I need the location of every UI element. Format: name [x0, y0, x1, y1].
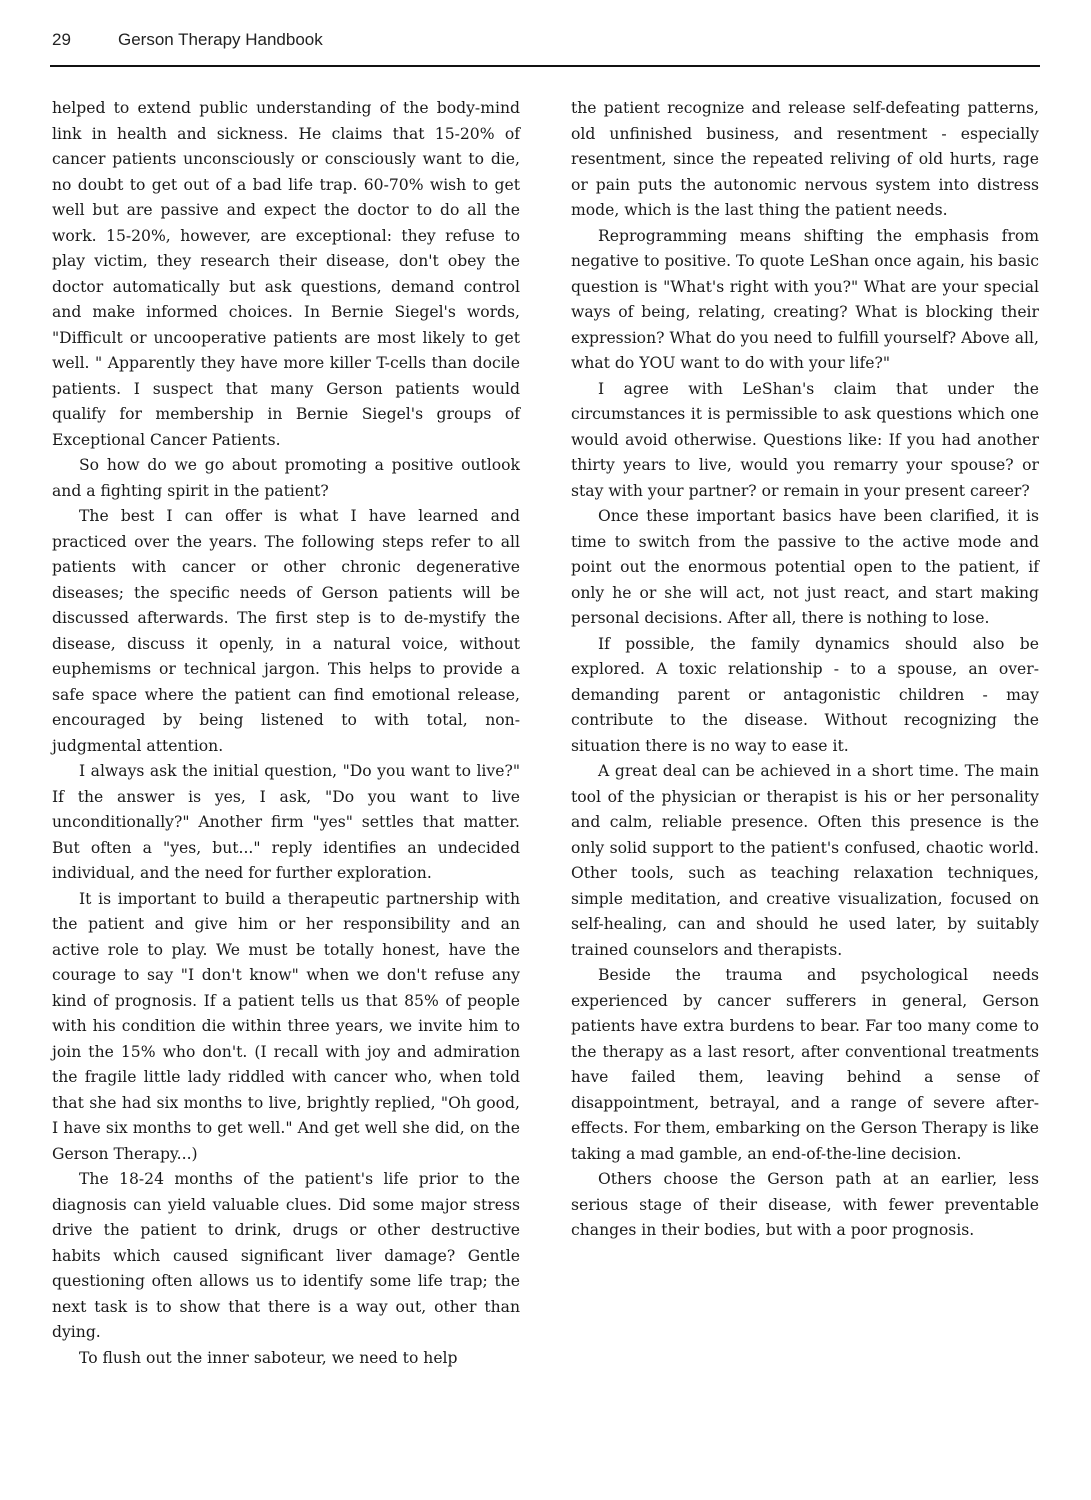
running-title: Gerson Therapy Handbook — [118, 30, 323, 49]
header-rule — [50, 65, 1040, 67]
paragraph: The best I can offer is what I have learned and practiced over the years. The following steps refer to all patients with cancer or other chronic degenerative diseases; the specific needs of Gerson patients will be discussed afterwards. The first step is to de-mystify the disease, discuss it openly, in a natural voice, without euphemisms or technical jargon. This helps to provide a safe space where the patient can find emotional release, encouraged by being listened to with total, non-judgmental attention. — [52, 507, 520, 755]
paragraph: It is important to build a therapeutic partnership with the patient and give him or her responsibility and an active role to play. We must be totally honest, have the courage to say "I don't know" when we don't refuse any kind of prognosis. If a patient tells us that 85% of people with his condition die within three years, we invite him to join the 15% who don't. (I recall with joy and admiration the fragile little lady riddled with cancer who, when told that she had six months to live, brightly replied, "Oh good, I have six months to get well." And get well she did, on the Gerson Therapy...) — [52, 889, 520, 1163]
page-number: 29 — [52, 30, 71, 49]
paragraph: I always ask the initial question, "Do you want to live?" If the answer is yes, I ask, "Do you want to live unconditionally?" Another firm "yes" settles that matter. But often a "yes, but..." reply identifies an undecided individual, and the need for further exploration. — [52, 762, 520, 882]
paragraph: helped to extend public understanding of the body-mind link in health and sickness. He claims that 15-20% of cancer patients unconsciously or consciously want to die, no doubt to get out of a bad life trap. 60-70% wish to get well but are passive and expect the doctor to do all the work. 15-20%, however, are exceptional: they refuse to play victim, they research their disease, don't obey the doctor automatically but ask questions, demand control and make informed choices. In Bernie Siegel's words, "Difficult or uncooperative patients are most likely to get well. " Apparently they have more killer T-cells than docile patients. I suspect that many Gerson patients would qualify for membership in Bernie Siegel's groups of Exceptional Cancer Patients. — [52, 99, 520, 449]
paragraph: To flush out the inner saboteur, we need to help — [79, 1348, 458, 1367]
paragraph: A great deal can be achieved in a short time. The main tool of the physician or therapist is his or her personality and calm, reliable presence. Often this presence is the only solid support to the patient's confused, chaotic world. Other tools, such as teaching relaxation techniques, simple meditation, and creative visualization, focused on self-healing, can and should he used later, by suitably trained counselors and therapists. — [571, 762, 1039, 959]
paragraph: the patient recognize and release self-defeating patterns, old unfinished business, and resentment - especially resentment, since the repeated reliving of old hurts, rage or pain puts the autonomic nervous system into distress mode, which is the last thing the patient needs. — [571, 99, 1039, 219]
paragraph: If possible, the family dynamics should also be explored. A toxic relationship - to a spouse, an over-demanding parent or antagonistic children - may contribute to the disease. Without recognizing the situation there is no way to ease it. — [571, 634, 1039, 755]
paragraph: Reprogramming means shifting the emphasis from negative to positive. To quote LeShan once again, his basic question is "What's right with you?" What are your special ways of being, relating, creating? What is blocking their expression? What do you need to fulfill yourself? Above all, what do YOU want to do with your life?" — [571, 226, 1039, 372]
right-column — [571, 96, 1039, 1244]
paragraph: Beside the trauma and psychological needs experienced by cancer sufferers in general, Gerson patients have extra burdens to bear. Far too many come to the therapy as a last resort, after conventional treatments have failed them, leaving behind a sense of disappointment, betrayal, and a range of severe after-effects. For them, embarking on the Gerson Therapy is like taking a mad gamble, an end-of-the-line decision. — [571, 966, 1039, 1163]
left-column — [52, 96, 520, 1371]
paragraph: So how do we go about promoting a positive outlook and a fighting spirit in the patient? — [52, 456, 520, 500]
paragraph: The 18-24 months of the patient's life prior to the diagnosis can yield valuable clues. Did some major stress drive the patient to drink, drugs or other destructive habits which caused significant liver damage? Gentle questioning often allows us to identify some life trap; the next task is to show that there is a way out, other than dying. — [52, 1170, 520, 1341]
page-header — [52, 30, 1040, 54]
paragraph: I agree with LeShan's claim that under the circumstances it is permissible to ask questions which one would avoid otherwise. Questions like: If you had another thirty years to live, would you remarry your spouse? or stay with your partner? or remain in your present career? — [571, 379, 1039, 500]
paragraph: Others choose the Gerson path at an earlier, less serious stage of their disease, with fewer preventable changes in their bodies, but with a poor prognosis. — [571, 1170, 1039, 1239]
paragraph: Once these important basics have been clarified, it is time to switch from the passive to the active mode and point out the enormous potential open to the patient, if only he or she will act, not just react, and start making personal decisions. After all, there is nothing to lose. — [571, 507, 1039, 627]
